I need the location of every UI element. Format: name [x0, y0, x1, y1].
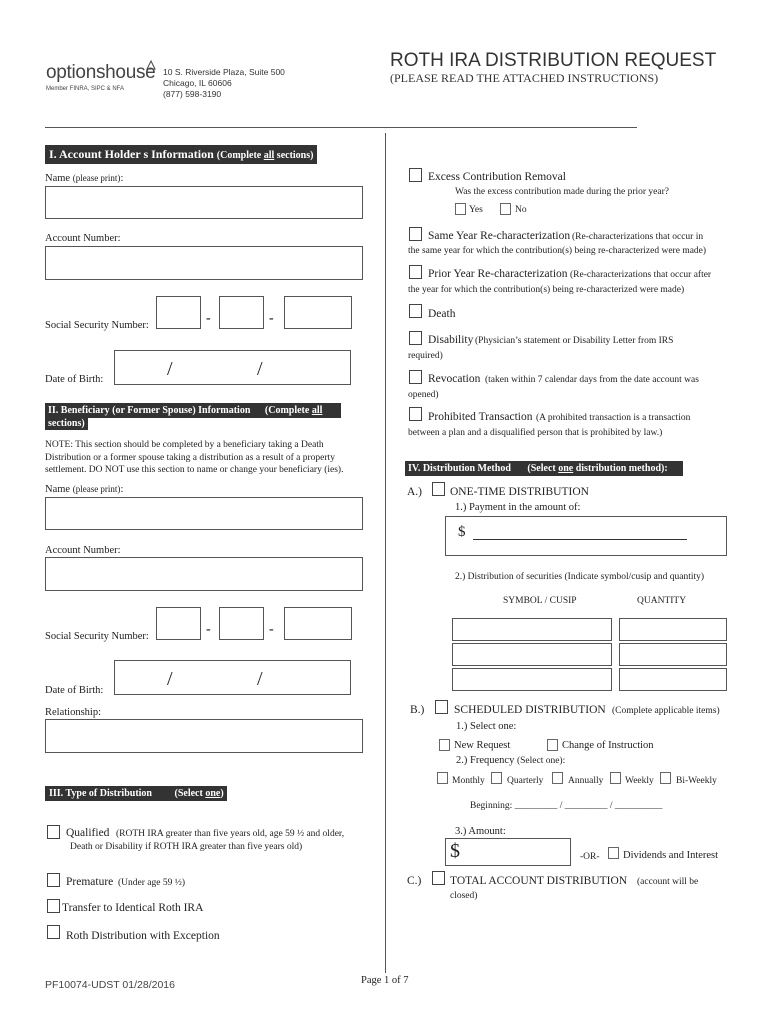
section4-heading-text: IV. Distribution Method — [408, 463, 511, 474]
prohibited-label: Prohibited Transaction — [428, 411, 533, 423]
address-line: Chicago, IL 60606 — [163, 78, 232, 88]
section3-heading-text: III. Type of Distribution — [49, 788, 152, 799]
beginning-date[interactable]: Beginning: _________ / _________ / __________ — [470, 801, 663, 811]
symbol-input[interactable] — [452, 618, 612, 641]
scheduled-label: SCHEDULED DISTRIBUTION — [454, 704, 606, 716]
qualified-label: Qualified — [66, 827, 110, 839]
beneficiary-name-label — [45, 484, 123, 495]
freq-quarterly-label: Quarterly — [507, 776, 544, 786]
new-request-checkbox[interactable] — [439, 739, 450, 751]
form-title: ROTH IRA DISTRIBUTION REQUEST — [390, 50, 717, 71]
section4-note-post: distribution method): — [573, 463, 668, 474]
payment-label: 1.) Payment in the amount of: — [455, 502, 581, 513]
excess-label: Excess Contribution Removal — [428, 171, 566, 183]
freq-annually-checkbox[interactable] — [552, 772, 563, 784]
total-note: (account will be — [637, 877, 699, 887]
name-colon: : — [120, 173, 124, 184]
holder-ssn-part3[interactable] — [284, 296, 352, 329]
excess-question: Was the excess contribution made during the prior year? — [455, 187, 669, 197]
freq-annually-label: Annually — [568, 776, 604, 786]
total-note: closed) — [450, 891, 478, 901]
dividends-label: Dividends and Interest — [623, 850, 719, 861]
section1-heading — [45, 145, 317, 164]
one-time-checkbox[interactable] — [432, 482, 445, 496]
option-a-label: A.) — [407, 486, 423, 498]
form-subtitle: (PLEASE READ THE ATTACHED INSTRUCTIONS) — [390, 71, 659, 85]
ssn-dash: - — [269, 622, 274, 637]
premature-checkbox[interactable] — [47, 873, 60, 887]
beneficiary-ssn-part1[interactable] — [156, 607, 201, 640]
address-line: (877) 598-3190 — [163, 89, 222, 99]
beneficiary-dob-input[interactable] — [114, 660, 351, 695]
ssn-dash: - — [206, 622, 211, 637]
premature-desc: (Under age 59 ½) — [118, 878, 186, 888]
excess-no-checkbox[interactable] — [500, 203, 511, 215]
holder-dob-input[interactable] — [114, 350, 351, 385]
same-year-checkbox[interactable] — [409, 227, 422, 241]
payment-dollar-sign: $ — [458, 524, 466, 540]
freq-biweekly-checkbox[interactable] — [660, 772, 671, 784]
address-line: 10 S. Riverside Plaza, Suite 500 — [163, 67, 285, 77]
same-year-label: Same Year Re-characterization — [428, 230, 571, 242]
freq-monthly-checkbox[interactable] — [437, 772, 448, 784]
quantity-input[interactable] — [619, 643, 727, 666]
symbol-input[interactable] — [452, 643, 612, 666]
qualified-checkbox[interactable] — [47, 825, 60, 839]
quantity-header: QUANTITY — [637, 596, 687, 606]
ssn-dash: - — [269, 311, 274, 326]
name-label-text: Name — [45, 173, 71, 184]
securities-label: 2.) Distribution of securities (Indicate symbol/cusip and quantity) — [455, 572, 705, 582]
beneficiary-account-label: Account Number: — [45, 545, 121, 556]
death-label: Death — [428, 308, 456, 320]
prior-year-desc: (Re-characterizations that occur after — [570, 270, 712, 280]
disability-checkbox[interactable] — [409, 331, 422, 345]
prior-year-label: Prior Year Re-characterization — [428, 268, 568, 280]
relationship-label: Relationship: — [45, 707, 101, 718]
premature-label: Premature — [66, 876, 114, 888]
excess-checkbox[interactable] — [409, 168, 422, 182]
qualified-desc: Death or Disability if ROTH IRA greater than five years old) — [70, 842, 303, 852]
prohibited-desc: between a plan and a disqualified person that is prohibited by law.) — [408, 428, 663, 438]
beneficiary-dob-label: Date of Birth: — [45, 685, 104, 696]
name-label-text: Name — [45, 484, 71, 495]
same-year-desc: (Re-characterizations that occur in — [572, 232, 704, 242]
section2-note-all: all — [311, 405, 323, 416]
beneficiary-ssn-label: Social Security Number: — [45, 631, 149, 642]
section2-heading — [45, 403, 341, 418]
select-one-label: 1.) Select one: — [456, 721, 517, 732]
payment-amount-input[interactable] — [445, 516, 727, 556]
company-logo — [46, 62, 155, 84]
transfer-label: Transfer to Identical Roth IRA — [62, 902, 204, 914]
revocation-checkbox[interactable] — [409, 370, 422, 384]
section3-note-post: ) — [220, 788, 224, 799]
freq-weekly-checkbox[interactable] — [610, 772, 621, 784]
dob-slash: / — [257, 668, 263, 690]
frequency-note: (Select one): — [516, 756, 566, 766]
excess-no-label: No — [515, 205, 527, 215]
section4-note-pre: (Select — [527, 463, 559, 474]
page-number: Page 1 of 7 — [361, 975, 409, 986]
holder-name-input[interactable] — [45, 186, 363, 219]
revocation-desc: (taken within 7 calendar days from the date account was — [485, 375, 699, 385]
change-instruction-label: Change of Instruction — [562, 740, 654, 751]
qualified-desc: (ROTH IRA greater than five years old, age 59 ½ and older, — [116, 829, 345, 839]
or-label: -OR- — [580, 852, 600, 862]
death-checkbox[interactable] — [409, 304, 422, 318]
beneficiary-ssn-part3[interactable] — [284, 607, 352, 640]
freq-biweekly-label: Bi-Weekly — [676, 776, 717, 786]
column-divider — [385, 133, 386, 973]
scheduled-note: (Complete applicable items) — [612, 706, 720, 716]
company-address — [163, 67, 285, 100]
ssn-dash: - — [206, 311, 211, 326]
total-label: TOTAL ACCOUNT DISTRIBUTION — [450, 875, 628, 887]
section1-note-pre: (Complete — [216, 150, 264, 161]
name-hint: (please print) — [72, 484, 121, 494]
prohibited-checkbox[interactable] — [409, 407, 422, 421]
logo-text: optionshouse — [46, 62, 156, 83]
scheduled-amount-input[interactable] — [445, 838, 571, 866]
option-b-label: B.) — [410, 704, 425, 716]
dob-slash: / — [257, 358, 263, 380]
dividends-checkbox[interactable] — [608, 847, 619, 859]
holder-account-label: Account Number: — [45, 233, 121, 244]
beneficiary-name-input[interactable] — [45, 497, 363, 530]
symbol-header: SYMBOL / CUSIP — [503, 596, 577, 606]
exception-label: Roth Distribution with Exception — [66, 930, 220, 942]
holder-name-label — [45, 173, 123, 184]
total-checkbox[interactable] — [432, 871, 445, 885]
prior-year-checkbox[interactable] — [409, 265, 422, 279]
section3-heading — [45, 786, 227, 801]
revocation-desc: opened) — [408, 390, 439, 400]
frequency-label-text: 2.) Frequency — [456, 755, 515, 766]
disability-desc: required) — [408, 351, 443, 361]
section3-note-pre: (Select — [174, 788, 206, 799]
scheduled-checkbox[interactable] — [435, 700, 448, 714]
excess-yes-checkbox[interactable] — [455, 203, 466, 215]
section2-heading-cont — [45, 417, 88, 430]
beneficiary-ssn-part2[interactable] — [219, 607, 264, 640]
new-request-label: New Request — [454, 740, 511, 751]
dob-slash: / — [167, 668, 173, 690]
same-year-desc: the same year for which the contribution(s) being re-characterized were made) — [408, 246, 707, 256]
exception-checkbox[interactable] — [47, 925, 60, 939]
quantity-input[interactable] — [619, 618, 727, 641]
form-id: PF10074-UDST 01/28/2016 — [45, 979, 175, 991]
holder-account-input[interactable] — [45, 246, 363, 280]
section4-heading — [405, 461, 683, 476]
header-divider — [45, 127, 637, 128]
holder-dob-label: Date of Birth: — [45, 374, 104, 385]
freq-monthly-label: Monthly — [452, 776, 485, 786]
name-colon: : — [120, 484, 124, 495]
logo-subtext: Member FINRA, SIPC & NFA — [46, 86, 125, 92]
quantity-input[interactable] — [619, 668, 727, 691]
holder-ssn-part2[interactable] — [219, 296, 264, 329]
prior-year-desc: the year for which the contribution(s) being re-characterized were made) — [408, 285, 685, 295]
transfer-checkbox[interactable] — [47, 899, 60, 913]
revocation-label: Revocation — [428, 373, 481, 385]
option-c-label: C.) — [407, 875, 422, 887]
payment-amount-line — [473, 539, 687, 540]
holder-ssn-label: Social Security Number: — [45, 320, 149, 331]
one-time-label: ONE-TIME DISTRIBUTION — [450, 486, 589, 498]
excess-yes-label: Yes — [469, 205, 483, 215]
symbol-input[interactable] — [452, 668, 612, 691]
logo-triangle-icon — [146, 60, 156, 70]
disability-label: Disability — [428, 334, 474, 346]
section2-heading-cont-text: sections) — [48, 418, 85, 429]
change-instruction-checkbox[interactable] — [547, 739, 558, 751]
section2-note-pre: (Complete — [264, 405, 312, 416]
section2-heading-text: II. Beneficiary (or Former Spouse) Information — [48, 405, 251, 416]
frequency-label — [456, 755, 565, 766]
relationship-input[interactable] — [45, 719, 363, 753]
freq-weekly-label: Weekly — [625, 776, 654, 786]
prohibited-desc: (A prohibited transaction is a transaction — [536, 413, 691, 423]
section1-heading-text: I. Account Holder s Information — [49, 147, 214, 161]
section1-note-all: all — [263, 150, 275, 161]
holder-ssn-part1[interactable] — [156, 296, 201, 329]
section2-note: NOTE: This section should be completed by a beneficiary taking a Death Distribution or a former spouse taking a distribution as a result of a property settlement. DO NOT use this section to name or change your beneficiary (ies). — [45, 440, 344, 475]
disability-desc: (Physician’s statement or Disability Letter from IRS — [475, 336, 674, 346]
amount-label: 3.) Amount: — [455, 826, 506, 837]
section3-note-one: one — [205, 788, 221, 799]
amount-dollar-sign: $ — [450, 840, 460, 862]
name-hint: (please print) — [72, 173, 121, 183]
section4-note-one: one — [558, 463, 574, 474]
section1-note-post: sections) — [274, 150, 314, 161]
dob-slash: / — [167, 358, 173, 380]
beneficiary-account-input[interactable] — [45, 557, 363, 591]
freq-quarterly-checkbox[interactable] — [491, 772, 502, 784]
